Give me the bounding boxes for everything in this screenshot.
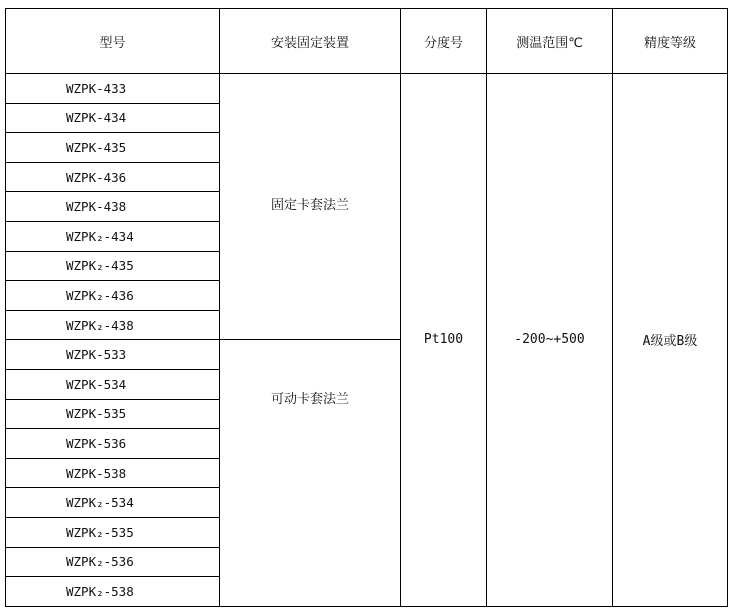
model-cell: WZPK-538	[6, 458, 220, 488]
model-cell: WZPK-535	[6, 399, 220, 429]
header-mounting: 安装固定装置	[220, 9, 401, 74]
spec-table	[5, 8, 728, 607]
model-cell: WZPK-436	[6, 162, 220, 192]
model-cell: WZPK-438	[6, 192, 220, 222]
model-cell: WZPK-435	[6, 133, 220, 163]
graduation-cell: Pt100	[401, 74, 487, 607]
header-model: 型号	[6, 9, 220, 74]
model-cell: WZPK-434	[6, 103, 220, 133]
header-graduation: 分度号	[401, 9, 487, 74]
temp-range-cell: -200~+500	[487, 74, 613, 607]
mounting-group-movable: 可动卡套法兰	[220, 340, 401, 606]
header-row	[6, 9, 728, 74]
table-row	[6, 74, 728, 104]
mounting-group-fixed: 固定卡套法兰	[220, 74, 401, 340]
model-cell: WZPK-433	[6, 74, 220, 104]
header-temp-range: 测温范围℃	[487, 9, 613, 74]
model-cell: WZPK₂-436	[6, 281, 220, 311]
model-cell: WZPK₂-535	[6, 517, 220, 547]
model-cell: WZPK₂-538	[6, 577, 220, 607]
accuracy-cell: A级或B级	[613, 74, 728, 607]
model-cell: WZPK-534	[6, 369, 220, 399]
model-cell: WZPK₂-434	[6, 221, 220, 251]
model-cell: WZPK₂-536	[6, 547, 220, 577]
model-cell: WZPK₂-534	[6, 488, 220, 518]
model-cell: WZPK-533	[6, 340, 220, 370]
model-cell: WZPK-536	[6, 429, 220, 459]
model-cell: WZPK₂-438	[6, 310, 220, 340]
header-accuracy: 精度等级	[613, 9, 728, 74]
model-cell: WZPK₂-435	[6, 251, 220, 281]
